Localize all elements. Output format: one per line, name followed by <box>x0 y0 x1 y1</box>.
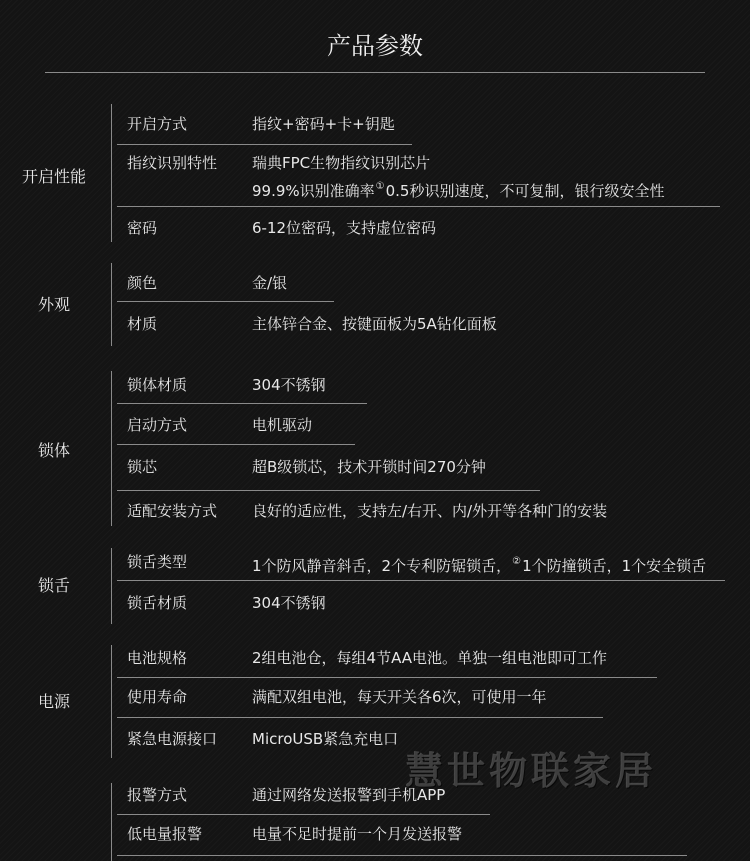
group-bar <box>111 263 112 346</box>
row-divider <box>117 855 687 856</box>
spec-value: 指纹+密码+卡+钥匙 <box>252 115 395 133</box>
brand-watermark: 慧世物联家居 <box>405 748 658 793</box>
speed-text: 0.5秒识别速度，不可复制，银行级安全性 <box>385 182 665 200</box>
spec-value: MicroUSB紧急充电口 <box>252 730 399 748</box>
row-divider <box>117 490 540 491</box>
spec-label: 紧急电源接口 <box>127 730 218 748</box>
group-label-power: 电源 <box>37 692 70 711</box>
group-bar <box>111 783 112 861</box>
spec-value: 良好的适应性，支持左/右开、内/外开等各种门的安装 <box>252 502 608 520</box>
spec-label: 锁芯 <box>127 458 158 476</box>
spec-value: 2组电池仓，每组4节AA电池。单独一组电池即可工作 <box>252 649 608 667</box>
spec-label: 适配安装方式 <box>127 502 218 520</box>
group-label-open-performance: 开启性能 <box>21 167 86 186</box>
row-divider <box>117 301 334 302</box>
row-divider <box>117 717 603 718</box>
row-divider <box>117 206 720 207</box>
group-bar <box>111 371 112 526</box>
spec-label: 锁体材质 <box>127 376 188 394</box>
spec-label: 密码 <box>127 219 158 237</box>
title-divider <box>45 72 705 73</box>
row-divider <box>117 580 725 581</box>
spec-label: 锁舌类型 <box>127 553 188 571</box>
spec-value <box>252 551 706 577</box>
row-divider <box>117 144 412 145</box>
row-divider <box>117 814 490 815</box>
row-divider <box>117 677 657 678</box>
group-label-appearance: 外观 <box>37 295 70 314</box>
row-divider <box>117 444 355 445</box>
footnote-marker: ① <box>375 181 385 192</box>
spec-value-line2 <box>252 176 664 202</box>
spec-label: 使用寿命 <box>127 688 188 706</box>
group-label-lock-body: 锁体 <box>37 441 70 460</box>
row-divider <box>117 403 367 404</box>
spec-value: 304不锈钢 <box>252 376 326 394</box>
spec-label: 启动方式 <box>127 416 188 434</box>
spec-value: 主体锌合金、按键面板为5A钻化面板 <box>252 315 497 333</box>
spec-label: 电池规格 <box>127 649 188 667</box>
spec-label: 锁舌材质 <box>127 594 188 612</box>
spec-label: 低电量报警 <box>127 825 203 843</box>
spec-label: 指纹识别特性 <box>127 154 218 172</box>
spec-value: 304不锈钢 <box>252 594 326 612</box>
latch-type-text-cont: 1个防撞锁舌，1个安全锁舌 <box>522 557 707 575</box>
group-bar <box>111 645 112 758</box>
group-bar <box>111 104 112 242</box>
spec-label: 开启方式 <box>127 115 188 133</box>
spec-label: 报警方式 <box>127 786 188 804</box>
spec-value: 6-12位密码，支持虚位密码 <box>252 219 437 237</box>
group-label-latch: 锁舌 <box>37 576 70 595</box>
spec-value: 瑞典FPC生物指纹识别芯片 <box>252 154 431 172</box>
footnote-marker: ② <box>512 556 522 567</box>
spec-value: 金/银 <box>252 274 288 292</box>
spec-value: 电机驱动 <box>252 416 313 434</box>
group-bar <box>111 548 112 624</box>
spec-value: 电量不足时提前一个月发送报警 <box>252 825 463 843</box>
spec-value: 满配双组电池，每天开关各6次，可使用一年 <box>252 688 547 706</box>
spec-label: 颜色 <box>127 274 158 292</box>
spec-value: 通过网络发送报警到手机APP <box>252 786 446 804</box>
latch-type-text: 1个防风静音斜舌，2个专利防锯锁舌， <box>252 557 512 575</box>
accuracy-text: 99.9%识别准确率 <box>252 182 375 200</box>
page-title: 产品参数 <box>327 32 423 60</box>
spec-label: 材质 <box>127 315 158 333</box>
spec-value: 超B级锁芯，技术开锁时间270分钟 <box>252 458 486 476</box>
